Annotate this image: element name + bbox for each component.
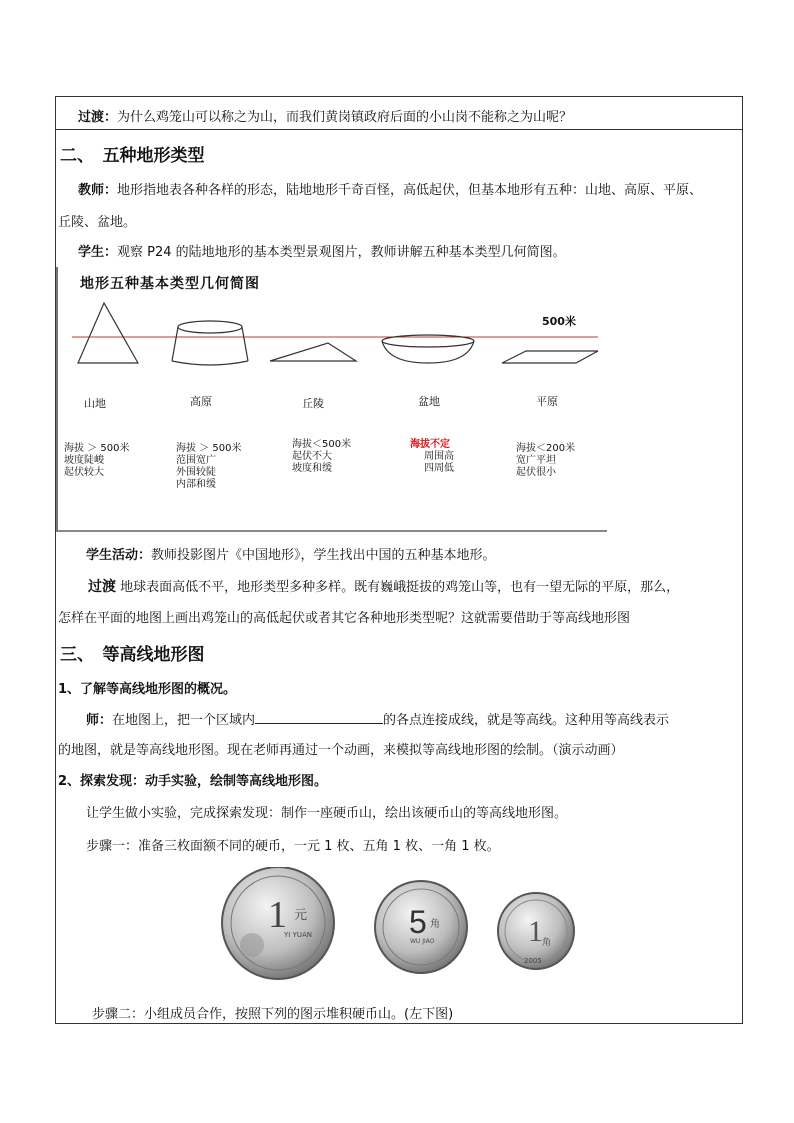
coin-one-jiao: [498, 893, 574, 969]
desc-line-highlight: 海拔不定: [410, 439, 450, 450]
teacher-definition-line2: 的地图，就是等高线地形图。现在老师再通过一个动画，来模拟等高线地形图的绘制。（演示动画）: [58, 743, 624, 758]
activity-text: 教师投影图片《中国地形》，学生找出中国的五种基本地形。: [151, 548, 496, 563]
teacher-pre: 在地图上，把一个区域内: [112, 713, 256, 728]
desc-line: 起伏不大: [292, 451, 332, 462]
teacher-paragraph-line1: [78, 179, 702, 198]
coin-2-value: 5: [409, 904, 427, 940]
transition-1: [78, 106, 572, 125]
coin-2-sub: WU JIAO: [410, 938, 435, 945]
desc-line: 海拔＜200米: [516, 443, 576, 454]
desc-line: 范围宽广: [176, 455, 216, 466]
type-name-plateau: 高原: [190, 395, 212, 408]
hill-shape: [270, 343, 356, 361]
student-paragraph: [78, 241, 566, 260]
lesson-table: [55, 96, 743, 1024]
desc-line: 海拔 ＞ 500米: [64, 443, 130, 454]
coin-1-value: 1: [268, 894, 287, 936]
diagram-title: 地形五种基本类型几何简图: [80, 276, 260, 292]
transition-1-text: 为什么鸡笼山可以称之为山，而我们黄岗镇政府后面的小山岗不能称之为山呢？: [117, 110, 573, 125]
section-3-item-2: 2、探索发现：动手实验，绘制等高线地形图。: [58, 774, 328, 789]
hill-desc: [292, 439, 351, 475]
desc-line: 海拔＜500米: [292, 439, 352, 450]
desc-line: 四周低: [424, 463, 454, 474]
section-3-item-1: 1、了解等高线地形图的概况。: [58, 682, 237, 697]
type-name-mountain: 山地: [84, 397, 106, 410]
transition-1-label: 过渡：: [78, 110, 118, 125]
explore-text: 让学生做小实验，完成探索发现：制作一座硬币山，绘出该硬币山的等高线地形图。: [86, 806, 568, 821]
section-2-heading: 二、 五种地形类型: [60, 146, 205, 166]
basin-shape: [382, 335, 474, 363]
plain-desc: [516, 443, 575, 479]
row-divider: [56, 129, 742, 130]
coin-3-sub: 2005: [524, 957, 542, 965]
teacher-label-2: 师：: [86, 713, 113, 728]
basin-desc: [410, 439, 454, 475]
desc-line: 坡度和缓: [292, 463, 332, 474]
desc-line: 海拔 ＞ 500米: [176, 443, 242, 454]
coins-illustration: [56, 867, 744, 987]
coins-svg: [56, 867, 744, 987]
terrain-types-diagram: [56, 267, 607, 532]
activity-label: 学生活动：: [86, 548, 152, 563]
step-1-text: 步骤一：准备三枚面额不同的硬币，一元 1 枚、五角 1 枚、一角 1 枚。: [86, 839, 500, 854]
terrain-shapes: [58, 267, 609, 532]
elevation-500-label: 500米: [542, 315, 576, 328]
mountain-shape: [78, 303, 138, 363]
student-label: 学生：: [78, 245, 118, 260]
desc-line: 起伏很小: [516, 467, 556, 478]
plain-shape: [502, 351, 598, 363]
transition-2-line2: 怎样在平面的地图上画出鸡笼山的高低起伏或者其它各种地形类型呢？这就需要借助于等高线地形图: [58, 611, 631, 626]
coin-3-value: 1: [528, 915, 543, 948]
coin-one-yuan: [222, 867, 334, 979]
coin-2-unit: 角: [430, 919, 440, 930]
desc-line: 外围较陡: [176, 467, 216, 478]
coin-five-jiao: [375, 881, 467, 973]
transition-2-label: 过渡: [88, 579, 116, 595]
plateau-desc: [176, 443, 241, 491]
type-name-basin: 盆地: [418, 395, 440, 408]
coin-1-sub: YI YUAN: [284, 931, 312, 939]
type-name-plain: 平原: [536, 395, 558, 408]
type-name-hill: 丘陵: [302, 397, 324, 410]
step-2-text: 步骤二：小组成员合作，按照下列的图示堆积硬币山。(左下图): [92, 1007, 454, 1022]
transition-2-line1: [88, 576, 679, 596]
coin-1-unit: 元: [294, 908, 308, 923]
teacher-definition-line1: [86, 709, 669, 728]
mountain-desc: [64, 443, 129, 479]
desc-line: 内部和缓: [176, 479, 216, 490]
plateau-shape: [172, 321, 248, 365]
coin-3-unit: 角: [542, 938, 552, 948]
student-text: 观察 P24 的陆地地形的基本类型景观图片，教师讲解五种基本类型几何简图。: [117, 245, 566, 260]
teacher-paragraph-line2: 丘陵、盆地。: [58, 215, 137, 230]
teacher-post: 的各点连接成线，就是等高线。这种用等高线表示: [383, 713, 670, 728]
desc-line: 坡度陡峻: [64, 455, 104, 466]
desc-line: 宽广平坦: [516, 455, 556, 466]
fill-in-blank[interactable]: [255, 711, 383, 724]
desc-line: 起伏较大: [64, 467, 104, 478]
teacher-label: 教师：: [78, 183, 118, 198]
transition-2-text-1: 地球表面高低不平，地形类型多种多样。既有巍峨挺拔的鸡笼山等，也有一望无际的平原，那么，: [116, 580, 680, 595]
section-3-heading: 三、 等高线地形图: [60, 645, 205, 665]
desc-line: 周围高: [424, 451, 454, 462]
student-activity: [86, 544, 496, 563]
teacher-text-1: 地形指地表各种各样的形态，陆地地形千奇百怪，高低起伏，但基本地形有五种：山地、高原、平原、: [117, 183, 703, 198]
